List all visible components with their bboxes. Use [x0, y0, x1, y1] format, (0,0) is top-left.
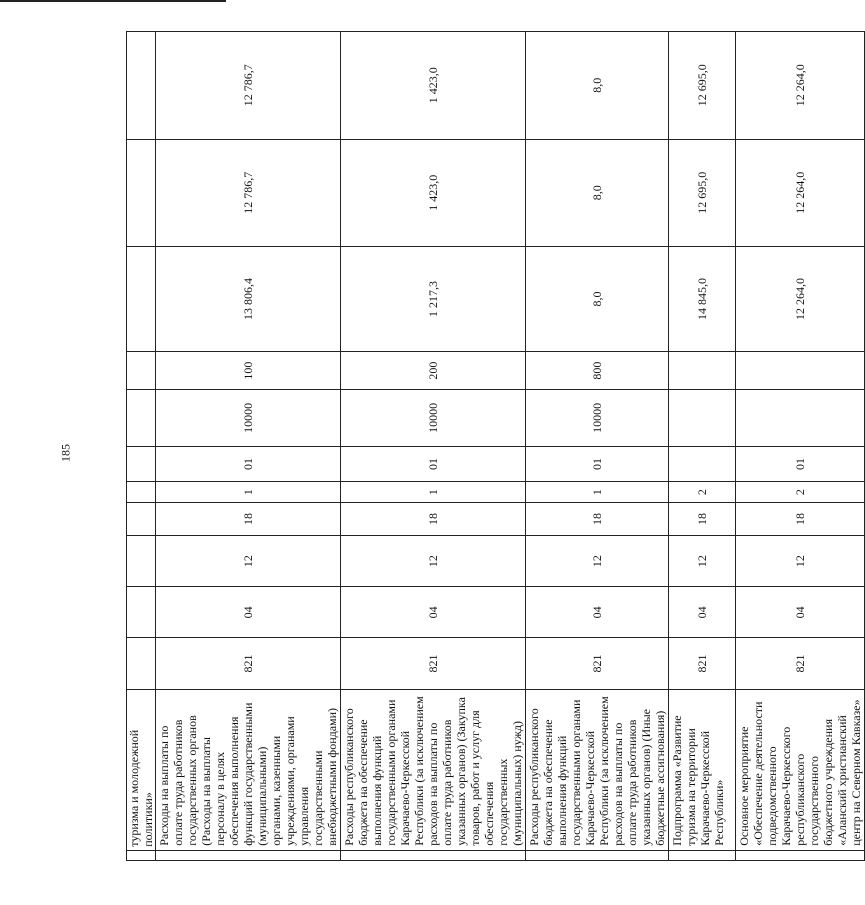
amount-2-cell: 8,0	[526, 139, 669, 246]
amount-1-cell: 1 217,3	[341, 246, 526, 351]
direction-cell: 10000	[341, 390, 526, 446]
subprogram-cell: 2	[669, 482, 736, 502]
grbs-cell	[127, 638, 156, 689]
amount-1-cell: 14 845,0	[669, 246, 736, 351]
description-cell: Расходы республиканского бюджета на обеспечение выполнения функций государственными органами Карачаево-Черкесской Республики (за исключением расходов на выплаты по оплате труда работников указанных органов) (Иные бюджетные ассигнования)	[526, 689, 669, 850]
table-row	[736, 32, 865, 861]
grbs-cell: 821	[736, 638, 865, 689]
subsection-cell: 12	[341, 536, 526, 587]
section-cell: 04	[736, 587, 865, 638]
direction-cell	[669, 390, 736, 446]
section-cell: 04	[341, 587, 526, 638]
amount-1-cell	[127, 246, 156, 351]
subsection-cell	[127, 536, 156, 587]
section-cell: 04	[156, 587, 341, 638]
row-margin-cell	[341, 850, 526, 860]
expense-type-cell	[736, 351, 865, 389]
amount-2-cell: 1 423,0	[341, 139, 526, 246]
table-row	[341, 32, 526, 861]
grbs-cell: 821	[526, 638, 669, 689]
expense-type-cell: 800	[526, 351, 669, 389]
event-cell: 01	[526, 446, 669, 482]
direction-cell	[127, 390, 156, 446]
amount-3-cell: 12 264,0	[736, 32, 865, 140]
subsection-cell: 12	[156, 536, 341, 587]
description-cell: туризма и молодежной политики»	[127, 689, 156, 850]
amount-1-cell: 12 264,0	[736, 246, 865, 351]
event-cell	[127, 446, 156, 482]
rotated-page-content	[126, 31, 863, 861]
grbs-cell: 821	[669, 638, 736, 689]
program-cell	[127, 502, 156, 535]
event-cell: 01	[736, 446, 865, 482]
event-cell: 01	[341, 446, 526, 482]
expense-type-cell	[669, 351, 736, 389]
event-cell	[669, 446, 736, 482]
amount-3-cell: 12 786,7	[156, 32, 341, 140]
program-cell: 18	[156, 502, 341, 535]
section-cell: 04	[526, 587, 669, 638]
page-number: 185	[58, 444, 73, 462]
amount-3-cell: 12 695,0	[669, 32, 736, 140]
subprogram-cell: 1	[341, 482, 526, 502]
amount-1-cell: 13 806,4	[156, 246, 341, 351]
description-cell: Расходы республиканского бюджета на обеспечение выполнения функций государственными органами Карачаево-Черкесской Республики (за исключением расходов на выплаты по оплате труда работников указанных органов) (Закупка товаров, работ и услуг для обеспечения государственных (муниципальных) нужд)	[341, 689, 526, 850]
header-rule	[0, 0, 226, 2]
section-cell	[127, 587, 156, 638]
amount-3-cell: 1 423,0	[341, 32, 526, 140]
subprogram-cell	[127, 482, 156, 502]
subprogram-cell: 1	[156, 482, 341, 502]
expense-type-cell: 200	[341, 351, 526, 389]
expense-type-cell: 100	[156, 351, 341, 389]
amount-2-cell: 12 695,0	[669, 139, 736, 246]
amount-1-cell: 8,0	[526, 246, 669, 351]
program-cell: 18	[736, 502, 865, 535]
subsection-cell: 12	[669, 536, 736, 587]
direction-cell: 10000	[156, 390, 341, 446]
row-margin-cell	[669, 850, 736, 860]
expense-type-cell	[127, 351, 156, 389]
budget-table	[126, 31, 865, 861]
program-cell: 18	[341, 502, 526, 535]
row-margin-cell	[526, 850, 669, 860]
amount-3-cell: 8,0	[526, 32, 669, 140]
table-row	[127, 32, 156, 861]
subsection-cell: 12	[526, 536, 669, 587]
row-margin-cell	[156, 850, 341, 860]
row-margin-cell	[127, 850, 156, 860]
event-cell: 01	[156, 446, 341, 482]
amount-2-cell	[127, 139, 156, 246]
program-cell: 18	[669, 502, 736, 535]
amount-3-cell	[127, 32, 156, 140]
subprogram-cell: 1	[526, 482, 669, 502]
table-row	[669, 32, 736, 861]
program-cell: 18	[526, 502, 669, 535]
subsection-cell: 12	[736, 536, 865, 587]
direction-cell	[736, 390, 865, 446]
row-margin-cell	[736, 850, 865, 860]
subprogram-cell: 2	[736, 482, 865, 502]
description-cell: Основное мероприятие «Обеспечение деятельности подведомственного Карачаево-Черкесского республиканского государственного бюджетного учреждения «Аланский христианский центр на Северном Кавказе»	[736, 689, 865, 850]
table-row	[526, 32, 669, 861]
grbs-cell: 821	[341, 638, 526, 689]
description-cell: Подпрограмма «Развитие туризма на территории Карачаево-Черкесской Республики»	[669, 689, 736, 850]
amount-2-cell: 12 786,7	[156, 139, 341, 246]
direction-cell: 10000	[526, 390, 669, 446]
amount-2-cell: 12 264,0	[736, 139, 865, 246]
description-cell: Расходы на выплаты по оплате труда работников государственных органов (Расходы на выплаты персоналу в целях обеспечения выполнения функций государственными (муниципальными) органами, казенными учреждениями, органами управления государственными внебюджетными фондами)	[156, 689, 341, 850]
table-row	[156, 32, 341, 861]
section-cell: 04	[669, 587, 736, 638]
grbs-cell: 821	[156, 638, 341, 689]
